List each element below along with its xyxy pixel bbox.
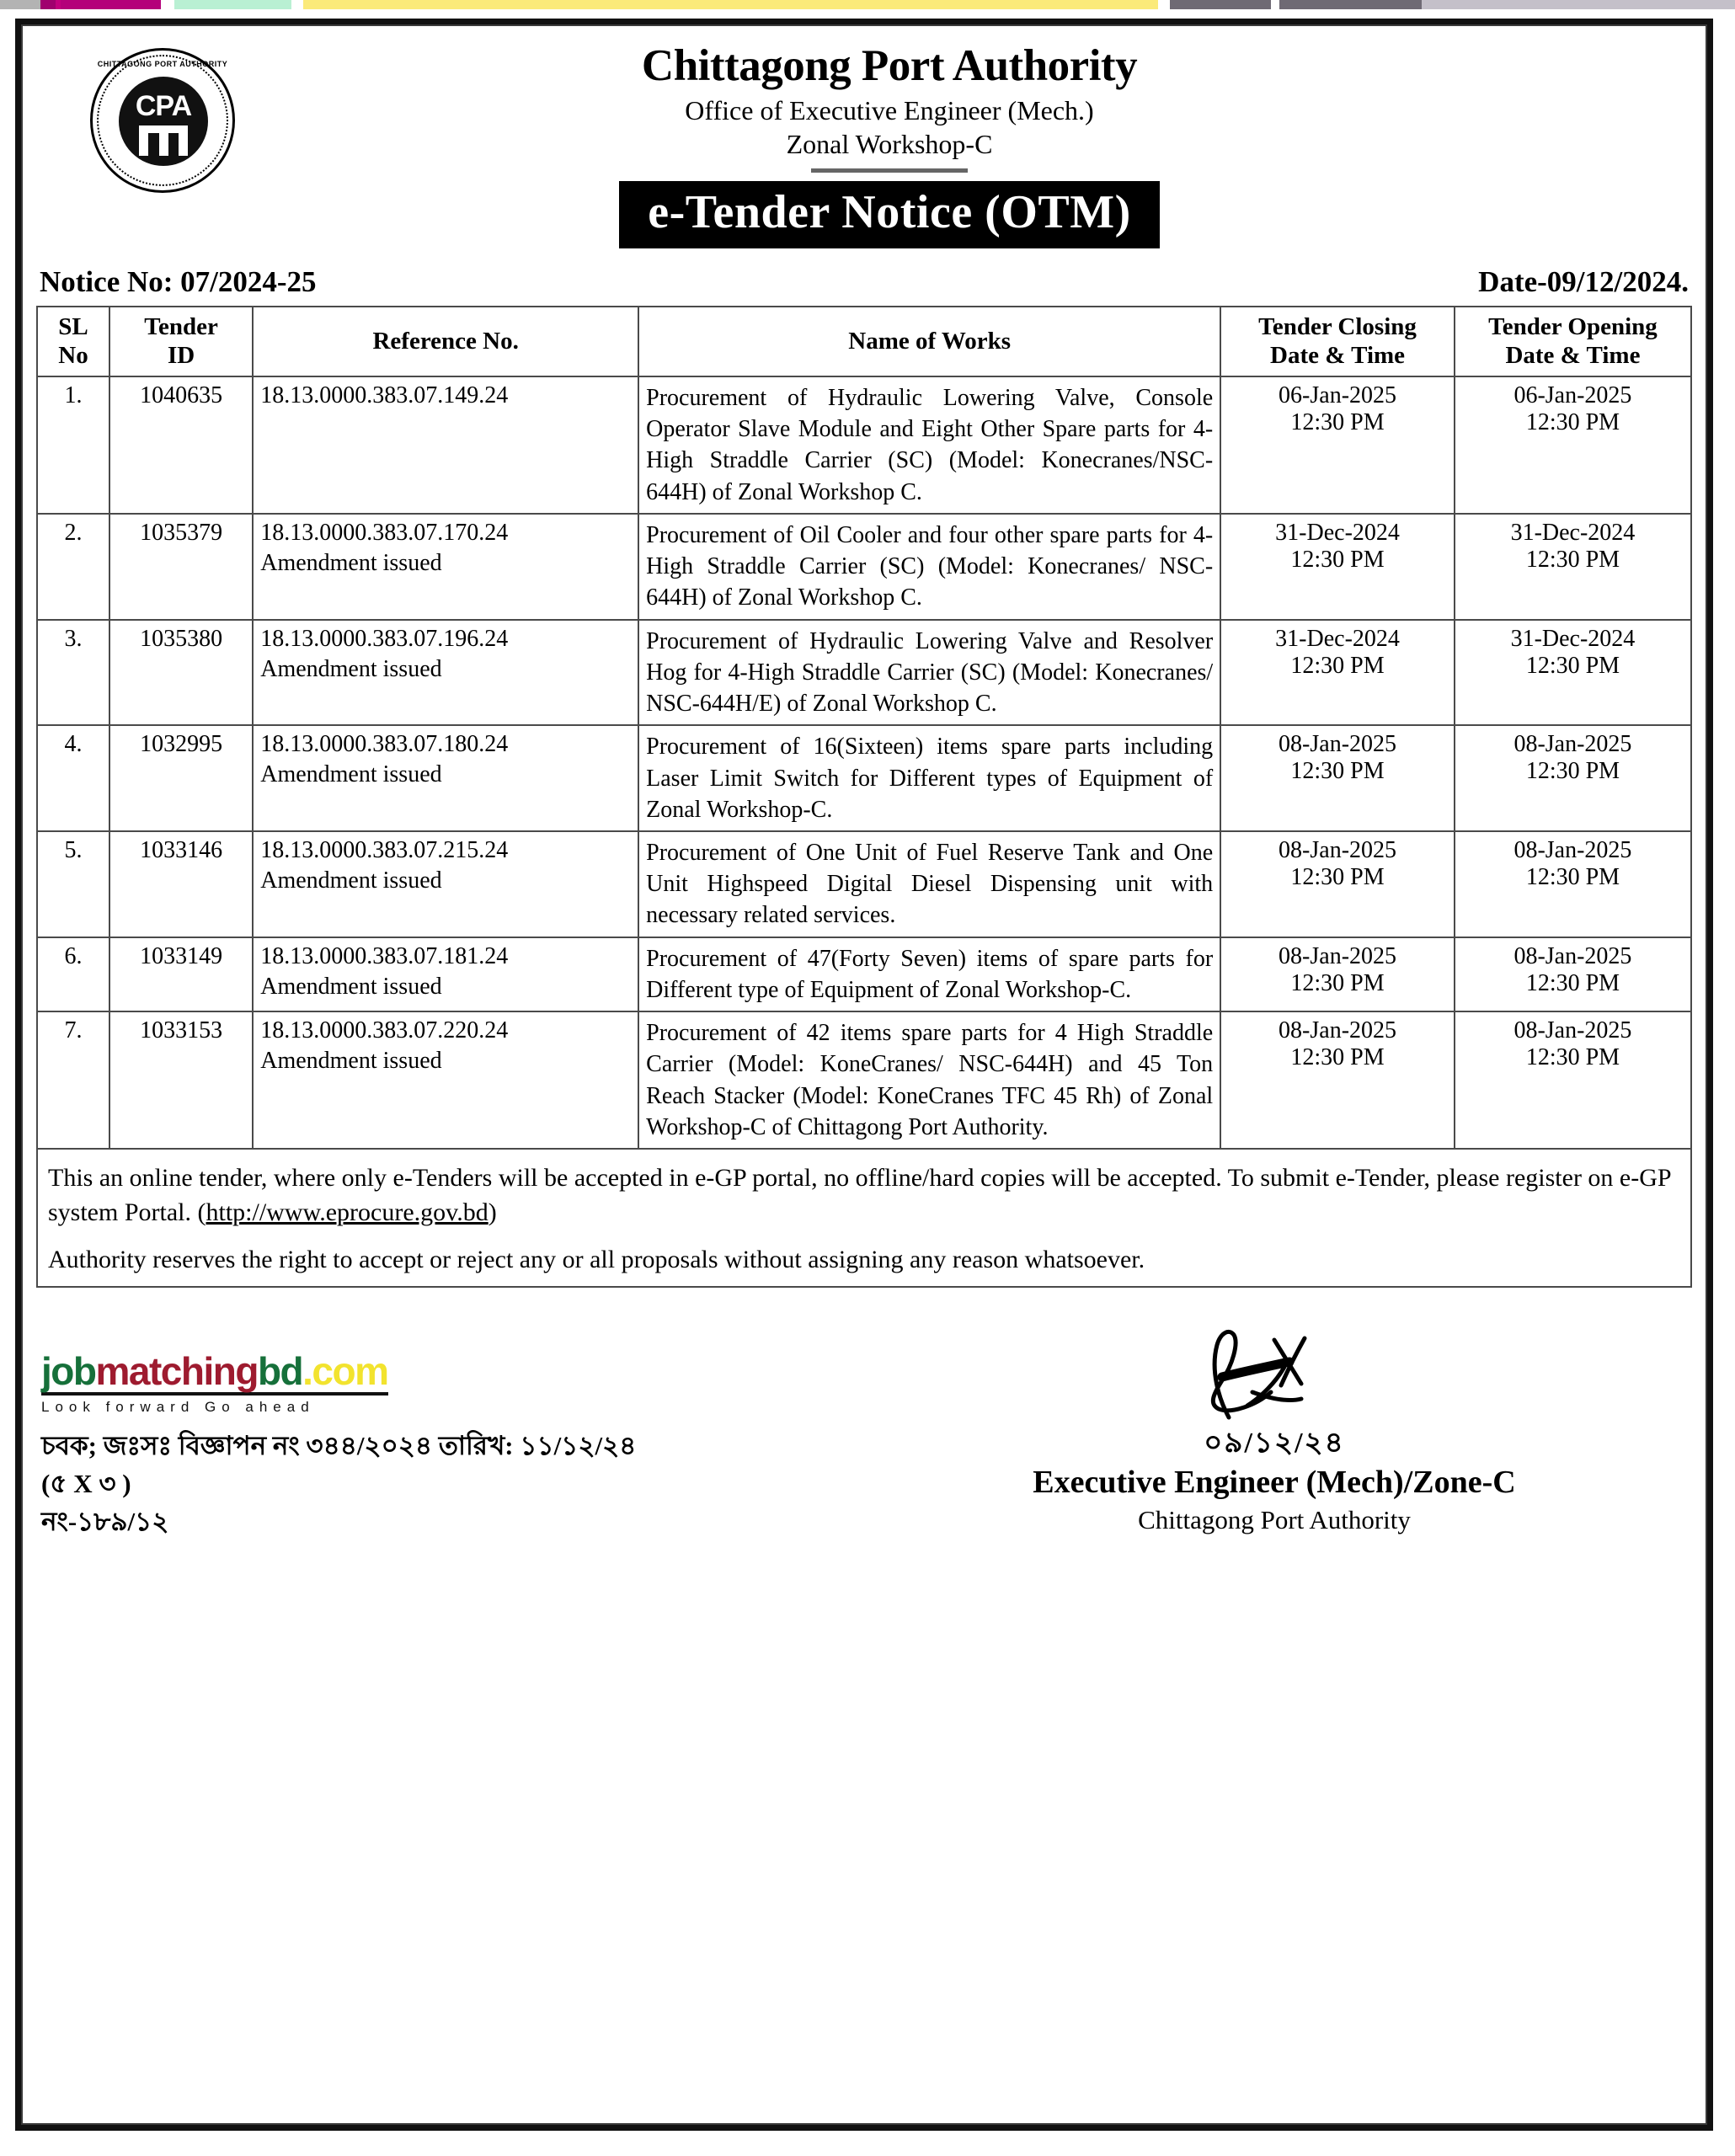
signatory-title: Executive Engineer (Mech)/Zone-C [1033, 1464, 1516, 1500]
table-row [37, 937, 1691, 1011]
header-title-block [289, 43, 1692, 248]
cell-tender-id: 1033153 [109, 1011, 253, 1149]
works-description: Procurement of Oil Cooler and four other spare parts for 4-High Straddle Carrier (SC) (Model: Konecranes/ NSC-644H) of Zonal Workshop C. [646, 521, 1214, 611]
office-name: Office of Executive Engineer (Mech.) [685, 94, 1094, 125]
footer-left-block [41, 1348, 816, 1541]
column-header-opening-line1: Tender Opening [1488, 313, 1658, 341]
tender-notes [36, 1150, 1692, 1288]
bangla-line-3: নং-১৮৯/১২ [41, 1506, 169, 1536]
table-row [37, 1011, 1691, 1149]
cell-reference-no [253, 620, 638, 726]
table-row [37, 620, 1691, 726]
cell-opening-datetime [1455, 1011, 1691, 1149]
works-description: Procurement of 47(Forty Seven) items of spare parts for Different type of Equipment of Zonal Workshop-C. [646, 945, 1214, 1003]
cell-sl-no: 1. [37, 376, 109, 514]
column-header-tender-id [109, 307, 253, 376]
opening-time: 12:30 PM [1525, 408, 1620, 435]
cell-reference-no [253, 514, 638, 620]
bangla-line-2: (৫ X ৩ ) [41, 1468, 131, 1498]
cell-closing-datetime [1220, 514, 1455, 620]
cell-name-of-works [638, 831, 1220, 937]
signature-block [862, 1318, 1687, 1541]
jobmatchingbd-logo[interactable] [41, 1348, 388, 1396]
cell-reference-no [253, 376, 638, 514]
brand-part-matching: matching [95, 1348, 258, 1393]
opening-date: 08-Jan-2025 [1513, 942, 1632, 969]
closing-date: 08-Jan-2025 [1279, 942, 1397, 969]
cell-name-of-works [638, 725, 1220, 831]
cell-sl-no: 6. [37, 937, 109, 1011]
closing-date: 08-Jan-2025 [1279, 731, 1397, 758]
strip-segment [1158, 0, 1170, 9]
opening-time: 12:30 PM [1525, 969, 1620, 996]
closing-date: 08-Jan-2025 [1279, 836, 1397, 863]
opening-date: 06-Jan-2025 [1513, 382, 1632, 408]
seal-monogram: CPA [135, 90, 192, 122]
cell-opening-datetime [1455, 937, 1691, 1011]
cell-opening-datetime [1455, 620, 1691, 726]
brand-tagline: Look forward Go ahead [41, 1398, 315, 1415]
column-header-reference: Reference No. [253, 307, 638, 376]
strip-segment [1271, 0, 1279, 9]
cell-sl-no: 4. [37, 725, 109, 831]
column-header-sl-line1: SL [58, 313, 88, 341]
document-page [21, 24, 1707, 2125]
cell-closing-datetime [1220, 620, 1455, 726]
cell-tender-id: 1040635 [109, 376, 253, 514]
works-description: Procurement of Hydraulic Lowering Valve, Console Operator Slave Module and Eight Other Spare parts for 4-High Straddle Carrier (SC) (Model: Konecranes/NSC-644H) of Zonal Workshop C. [646, 384, 1214, 505]
seal-arc-top-text: CHITTAGONG PORT AUTHORITY [97, 60, 228, 68]
note-online-tender-close: ) [488, 1198, 497, 1226]
cell-opening-datetime [1455, 725, 1691, 831]
table-header-row [37, 307, 1691, 376]
closing-date: 31-Dec-2024 [1275, 625, 1400, 652]
cpa-seal-icon [90, 48, 235, 193]
cell-tender-id: 1035380 [109, 620, 253, 726]
note-online-tender [48, 1161, 1680, 1230]
cell-closing-datetime [1220, 831, 1455, 937]
closing-time: 12:30 PM [1290, 863, 1385, 890]
cell-tender-id: 1033149 [109, 937, 253, 1011]
reference-number: 18.13.0000.383.07.215.24 [260, 836, 509, 863]
closing-time: 12:30 PM [1290, 1044, 1385, 1071]
cell-reference-no [253, 831, 638, 937]
works-description: Procurement of 16(Sixteen) items spare parts including Laser Limit Switch for Different types of Equipment of Zonal Workshop-C. [646, 734, 1214, 823]
closing-time: 12:30 PM [1290, 969, 1385, 996]
header-divider [811, 168, 968, 173]
cell-name-of-works [638, 937, 1220, 1011]
handwritten-signature-icon [1148, 1318, 1401, 1428]
reference-number: 18.13.0000.383.07.181.24 [260, 942, 509, 969]
brand-part-bd: bd [257, 1348, 303, 1393]
opening-time: 12:30 PM [1525, 652, 1620, 679]
signatory-organization: Chittagong Port Authority [1138, 1505, 1411, 1535]
opening-time: 12:30 PM [1525, 863, 1620, 890]
closing-time: 12:30 PM [1290, 758, 1385, 785]
cell-opening-datetime [1455, 514, 1691, 620]
reference-number: 18.13.0000.383.07.149.24 [260, 382, 509, 408]
notice-date: Date-09/12/2024. [1478, 265, 1689, 299]
table-body [37, 376, 1691, 1149]
unit-name: Zonal Workshop-C [786, 128, 993, 159]
cell-sl-no: 5. [37, 831, 109, 937]
bangla-publication-note [41, 1428, 816, 1541]
opening-time: 12:30 PM [1525, 758, 1620, 785]
document-footer [36, 1288, 1692, 1541]
strip-segment [1279, 0, 1422, 9]
document-header [36, 35, 1692, 248]
cell-sl-no: 2. [37, 514, 109, 620]
note-online-tender-text: This an online tender, where only e-Tenders will be accepted in e-GP portal, no offline/hard copies will be accepted. To submit e-Tender, please register on e-GP system Portal. ( [48, 1164, 1671, 1226]
cell-tender-id: 1032995 [109, 725, 253, 831]
cell-reference-no [253, 937, 638, 1011]
amendment-note: Amendment issued [260, 761, 442, 788]
cell-name-of-works [638, 1011, 1220, 1149]
table-row [37, 831, 1691, 937]
tender-notice-banner: e-Tender Notice (OTM) [619, 181, 1159, 249]
document-page-frame [15, 19, 1713, 2131]
cell-closing-datetime [1220, 376, 1455, 514]
anchor-icon [137, 122, 190, 156]
cell-opening-datetime [1455, 376, 1691, 514]
works-description: Procurement of One Unit of Fuel Reserve Tank and One Unit Highspeed Digital Diesel Dispensing unit with necessary related services. [646, 839, 1214, 929]
column-header-tender-id-line1: Tender [144, 313, 218, 341]
cell-closing-datetime [1220, 1011, 1455, 1149]
strip-segment [0, 0, 40, 9]
opening-date: 08-Jan-2025 [1513, 1017, 1632, 1044]
top-color-strip [0, 0, 1735, 9]
column-header-sl-line2: No [58, 341, 88, 369]
strip-segment [1422, 0, 1735, 9]
brand-part-job: job [41, 1348, 96, 1393]
table-row [37, 514, 1691, 620]
note-authority-rights: Authority reserves the right to accept or reject any or all proposals without assigning any reason whatsoever. [48, 1246, 1145, 1274]
strip-segment [1170, 0, 1270, 9]
cell-closing-datetime [1220, 937, 1455, 1011]
column-header-tender-id-line2: ID [167, 341, 195, 369]
works-description: Procurement of 42 items spare parts for 4 High Straddle Carrier (Model: KoneCranes/ NSC-644H) and 45 Ton Reach Stacker (Model: KoneCranes TFC 45 Rh) of Zonal Workshop-C of Chittagong Port Authority. [646, 1020, 1214, 1140]
closing-time: 12:30 PM [1290, 652, 1385, 679]
cell-reference-no [253, 1011, 638, 1149]
closing-time: 12:30 PM [1290, 546, 1385, 573]
column-header-works: Name of Works [638, 307, 1220, 376]
strip-segment [161, 0, 174, 9]
cell-tender-id: 1035379 [109, 514, 253, 620]
works-description: Procurement of Hydraulic Lowering Valve and Resolver Hog for 4-High Straddle Carrier (SC) (Model: Konecranes/ NSC-644H/E) of Zonal Workshop C. [646, 627, 1214, 718]
table-row [37, 376, 1691, 514]
egp-portal-link[interactable]: http://www.eprocure.gov.bd [206, 1198, 488, 1226]
tender-table [36, 306, 1692, 1150]
column-header-closing-line2: Date & Time [1270, 341, 1406, 369]
strip-segment [61, 0, 161, 9]
table-row [37, 725, 1691, 831]
opening-date: 08-Jan-2025 [1513, 731, 1632, 758]
cell-closing-datetime [1220, 725, 1455, 831]
amendment-note: Amendment issued [260, 1048, 442, 1075]
opening-time: 12:30 PM [1525, 546, 1620, 573]
logo-container [36, 43, 289, 193]
cell-name-of-works [638, 620, 1220, 726]
seal-core [119, 77, 208, 166]
reference-number: 18.13.0000.383.07.196.24 [260, 625, 509, 652]
strip-segment [174, 0, 291, 9]
cell-tender-id: 1033146 [109, 831, 253, 937]
opening-date: 31-Dec-2024 [1510, 519, 1636, 546]
cell-name-of-works [638, 514, 1220, 620]
reference-number: 18.13.0000.383.07.220.24 [260, 1017, 509, 1044]
column-header-opening-line2: Date & Time [1505, 341, 1641, 369]
column-header-sl [37, 307, 109, 376]
reference-number: 18.13.0000.383.07.170.24 [260, 519, 509, 546]
cell-opening-datetime [1455, 831, 1691, 937]
organization-name: Chittagong Port Authority [641, 41, 1138, 90]
cell-name-of-works [638, 376, 1220, 514]
column-header-opening [1455, 307, 1691, 376]
signature-date: ০৯/১২/২৪ [1204, 1427, 1345, 1459]
cell-sl-no: 7. [37, 1011, 109, 1149]
strip-segment [291, 0, 303, 9]
closing-date: 06-Jan-2025 [1279, 382, 1397, 408]
cell-sl-no: 3. [37, 620, 109, 726]
bangla-line-1: চবক; জঃসঃ বিজ্ঞাপন নং ৩৪৪/২০২৪ তারিখ: ১১/১২/২৪ [41, 1430, 637, 1460]
column-header-closing-line1: Tender Closing [1258, 313, 1417, 341]
strip-segment [303, 0, 1158, 9]
brand-part-com: .com [302, 1348, 388, 1393]
reference-number: 18.13.0000.383.07.180.24 [260, 731, 509, 758]
notice-number: Notice No: 07/2024-25 [40, 265, 317, 299]
amendment-note: Amendment issued [260, 867, 442, 894]
amendment-note: Amendment issued [260, 549, 442, 576]
closing-date: 08-Jan-2025 [1279, 1017, 1397, 1044]
amendment-note: Amendment issued [260, 655, 442, 682]
column-header-closing [1220, 307, 1455, 376]
amendment-note: Amendment issued [260, 973, 442, 1000]
notice-meta-row [40, 265, 1689, 299]
opening-date: 08-Jan-2025 [1513, 836, 1632, 863]
closing-date: 31-Dec-2024 [1275, 519, 1400, 546]
cell-reference-no [253, 725, 638, 831]
closing-time: 12:30 PM [1290, 408, 1385, 435]
strip-segment [40, 0, 56, 9]
opening-time: 12:30 PM [1525, 1044, 1620, 1071]
opening-date: 31-Dec-2024 [1510, 625, 1636, 652]
